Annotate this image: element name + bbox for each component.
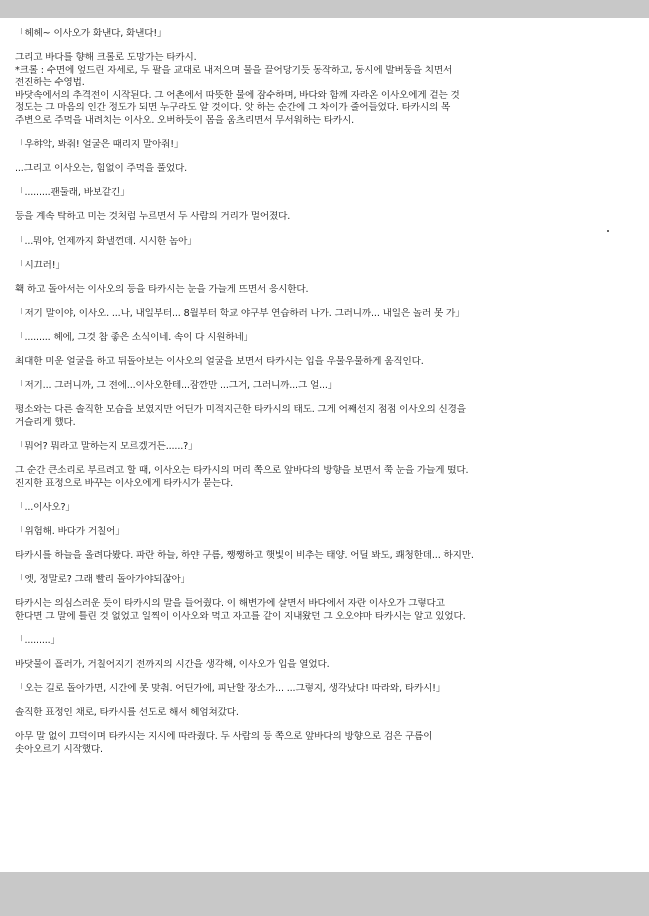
text-line: 「엣, 정말로? 그래 빨리 돌아가야되잖아」 (15, 573, 191, 585)
text-line: 정도는 그 마음의 인간 정도가 되면 누구라도 알 것이다. 앗 하는 순간에 그 차이가 줄어들었다. 타카시의 목 (15, 102, 451, 114)
paragraph (15, 380, 639, 393)
text-line: 솟아오르기 시작했다. (15, 743, 103, 755)
text-line: 「뭐어? 뭐라고 말하는지 모르겠거든......?」 (15, 440, 198, 452)
text-line: 평소와는 다른 솔직한 모습을 보였지만 어딘가 미적지근한 타카시의 태도. 그게 어째선지 점점 이사오의 신경을 (15, 404, 466, 416)
paragraph (15, 550, 639, 563)
paragraph (15, 707, 639, 720)
paragraph (15, 598, 639, 623)
text-line: ...그리고 이사오는, 힘없이 주먹을 풀었다. (15, 163, 187, 175)
stray-dot (607, 230, 609, 232)
paragraph (15, 332, 639, 345)
text-line: 「저기... 그러니까, 그 전에...이사오한테...잠깐만 ...그거, 그러니까...그 얼...」 (15, 380, 338, 392)
paragraph (15, 526, 639, 539)
text-line: 그리고 바다를 향해 크롤로 도망가는 타카시. (15, 52, 197, 64)
text-line: 그 순간 큰소리로 부르려고 할 때, 이사오는 타카시의 머리 쪽으로 앞바다의 방향을 보면서 쭉 눈을 가늘게 떴다. (15, 464, 469, 476)
paragraph (15, 236, 639, 249)
text-line: 「위험해. 바다가 거칠어」 (15, 525, 125, 537)
paragraph (15, 163, 639, 176)
paragraph (15, 28, 639, 41)
top-gray-band (0, 0, 649, 18)
text-line: 홱 하고 돌아서는 이사오의 등을 타카시는 눈을 가늘게 뜨면서 응시한다. (15, 283, 309, 295)
text-line: 등을 계속 탁하고 미는 것처럼 누르면서 두 사람의 거리가 멀어졌다. (15, 211, 291, 223)
paragraph (15, 731, 639, 756)
text-line: 「시끄러!」 (15, 259, 65, 271)
paragraph (15, 441, 639, 454)
bottom-gray-band (0, 872, 649, 916)
text-line: *크롤 : 수면에 엎드린 자세로, 두 팔을 교대로 내저으며 물을 끌어당기듯 동작하고, 동시에 발버둥을 치면서 (15, 64, 453, 76)
paragraph (15, 465, 639, 490)
paragraph (15, 404, 639, 429)
paragraph (15, 502, 639, 515)
paragraph (15, 659, 639, 672)
text-line: 「...이사오?」 (15, 501, 75, 513)
text-line: 바닷속에서의 추격전이 시작된다. 그 어촌에서 따뜻한 물에 잠수하며, 바다와 함께 자라온 이사오에게 겉는 것 (15, 89, 460, 101)
text-line: 「.........괜둘래, 바보같긴」 (15, 187, 130, 199)
text-line: 최대한 미운 얼굴을 하고 뒤돌아보는 이사오의 얼굴을 보면서 타카시는 입을 우물우물하게 움직인다. (15, 356, 424, 367)
paragraph (15, 356, 639, 369)
paragraph (15, 260, 639, 273)
text-line: 주변으로 주먹을 내려치는 이사오. 오버하듯이 몸을 움츠리면서 무서워하는 타카시. (15, 115, 354, 127)
paragraph (15, 187, 639, 200)
text-line: 한다면 그 말에 틀린 것 없었고 일찍이 이사오와 먹고 자고를 같이 지내왔던 그 오오야마 타카시는 알고 있었다. (15, 610, 466, 622)
text-line: 솔직한 표정인 채로, 타카시를 선도로 해서 헤엄쳐갔다. (15, 707, 239, 718)
text-line: 「오는 길로 돌아가면, 시간에 못 맞춰. 어딘가에, 피난할 장소가... ...그렇지, 생각났다! 따라와, 타카시!」 (15, 682, 446, 694)
text-line: 진지한 표정으로 바꾸는 이사오에게 타카시가 묻는다. (15, 477, 233, 489)
text-line: 타카시를 하늘을 올려다봤다. 파란 하늘, 하얀 구름, 쨍쨍하고 햇빛이 비추는 태양. 어딜 봐도, 쾌청한데... 하지만. (15, 549, 474, 561)
paragraph (15, 52, 639, 128)
paragraph (15, 574, 639, 587)
text-line: 거슬리게 했다. (15, 416, 76, 428)
document-page (0, 18, 649, 872)
text-line: 「...뭐야, 언제까지 화낼껀데. 시시한 놈아」 (15, 235, 197, 247)
document-body (15, 28, 639, 768)
text-line: 전진하는 수영법. (15, 77, 85, 89)
text-line: 바닷물이 흘러가, 거칠어지기 전까지의 시간을 생각해, 이사오가 입을 열었다. (15, 658, 330, 670)
paragraph (15, 683, 639, 696)
paragraph (15, 211, 639, 224)
paragraph (15, 139, 639, 152)
paragraph (15, 308, 639, 321)
text-line: 타카시는 의심스러운 듯이 타카시의 말을 들어줬다. 이 해변가에 살면서 바다에서 자란 이사오가 그렇다고 (15, 598, 445, 610)
text-line: 「우햐악, 봐줘! 얼굴은 때리지 말아줘!」 (15, 139, 184, 151)
text-line: 「헤헤~ 이사오가 화낸다, 화낸다!」 (15, 28, 167, 39)
text-line: 「......... 헤에, 그것 참 좋은 소식이네. 속이 다 시원하네」 (15, 331, 254, 343)
text-line: 「저기 말이야, 이사오. ...나, 내일부터... 8월부터 학교 야구부 연습하러 나가. 그러니까... 내일은 놀러 못 가」 (15, 307, 465, 319)
text-line: 「.........」 (15, 634, 60, 646)
paragraph (15, 635, 639, 648)
paragraph (15, 284, 639, 297)
text-line: 아무 말 없이 끄덕이며 타카시는 지시에 따라줬다. 두 사람의 등 쪽으로 앞바다의 방향으로 검은 구름이 (15, 731, 433, 743)
